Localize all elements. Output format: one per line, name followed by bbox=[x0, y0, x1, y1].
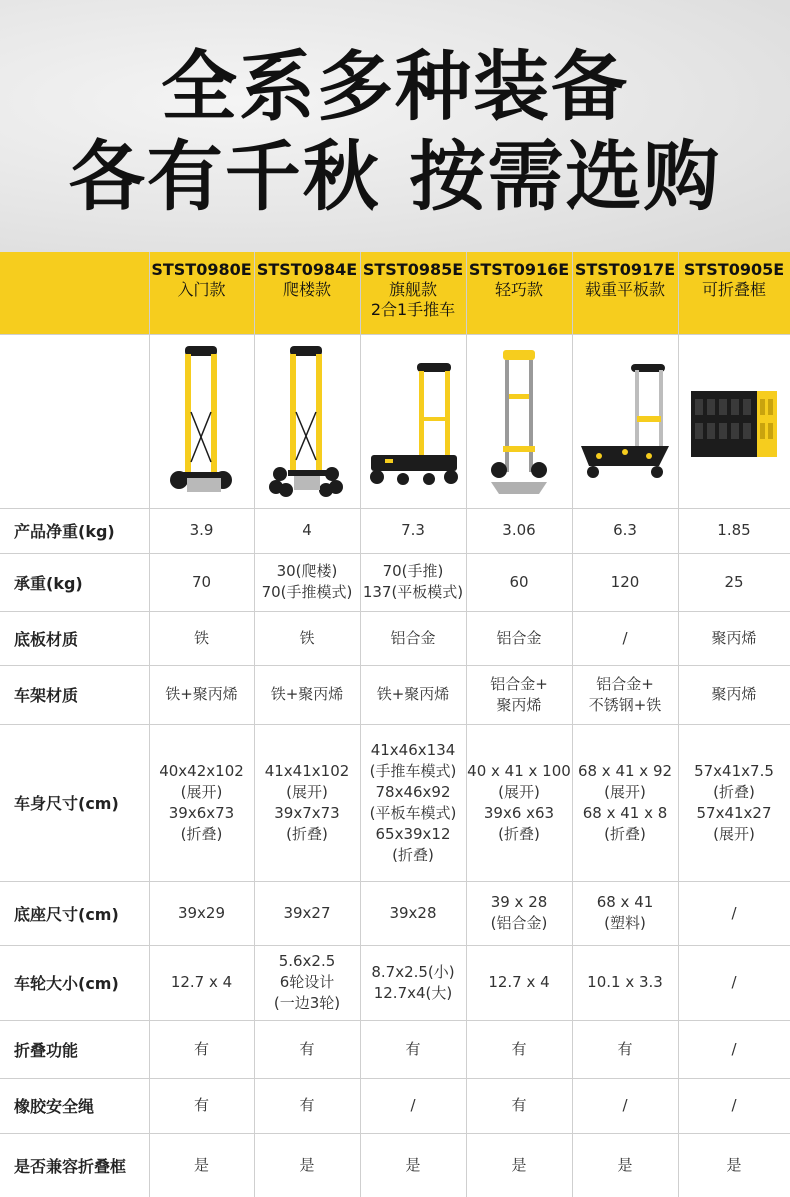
row-divider bbox=[0, 553, 790, 554]
product-type: 载重平板款 bbox=[584, 280, 665, 299]
product-header-3 bbox=[360, 252, 466, 334]
cell-text: 是 bbox=[299, 1155, 315, 1174]
cell-text: / bbox=[731, 1039, 737, 1058]
table-cell bbox=[678, 881, 790, 945]
row-divider bbox=[0, 508, 790, 509]
table-cell bbox=[149, 508, 254, 553]
cell-text: (一边3轮) bbox=[273, 994, 341, 1012]
cell-text: 有 bbox=[511, 1039, 527, 1058]
cell-text: 68 x 41 bbox=[596, 893, 654, 911]
table-cell bbox=[466, 724, 572, 881]
row-label: 承重(kg) bbox=[14, 573, 83, 593]
row-label: 底座尺寸(cm) bbox=[14, 904, 119, 924]
cell-text: 8.7x2.5(小) bbox=[371, 962, 455, 981]
product-header-2 bbox=[254, 252, 360, 334]
cell-text: / bbox=[622, 1096, 628, 1114]
table-cell bbox=[572, 1020, 678, 1078]
product-header-4 bbox=[466, 252, 572, 334]
table-cell bbox=[149, 945, 254, 1020]
row-divider bbox=[0, 945, 790, 946]
table-cell bbox=[466, 881, 572, 945]
cell-text: 3.06 bbox=[502, 521, 536, 539]
cell-text: / bbox=[622, 628, 628, 647]
cell-text: 30(爬楼) bbox=[276, 562, 338, 580]
row-label: 车轮大小(cm) bbox=[14, 974, 119, 993]
cell-text: (折叠) bbox=[498, 824, 540, 843]
aluminum-hand-truck-image bbox=[466, 336, 572, 508]
table-cell bbox=[678, 1133, 790, 1197]
product-model: STST0917E bbox=[574, 260, 676, 279]
row-divider bbox=[0, 881, 790, 882]
product-model: STST0916E bbox=[468, 260, 570, 279]
row-divider bbox=[0, 665, 790, 666]
row-label: 是否兼容折叠框 bbox=[14, 1156, 127, 1176]
table-cell bbox=[149, 881, 254, 945]
table-cell bbox=[360, 945, 466, 1020]
cell-text: 铝合金+ bbox=[490, 674, 548, 693]
row-label: 车架材质 bbox=[14, 686, 79, 705]
table-cell bbox=[149, 665, 254, 724]
table-cell bbox=[254, 1133, 360, 1197]
cell-text: 39x29 bbox=[177, 903, 226, 922]
table-cell bbox=[360, 553, 466, 611]
cell-text: / bbox=[731, 1096, 737, 1114]
cell-text: 39x27 bbox=[283, 903, 331, 922]
table-cell bbox=[678, 611, 790, 665]
cell-text: (铝合金) bbox=[490, 914, 548, 932]
cell-text: 4 bbox=[302, 521, 312, 539]
cell-text: 3.9 bbox=[189, 521, 214, 539]
product-header-5 bbox=[572, 252, 678, 334]
table-cell bbox=[149, 553, 254, 611]
hand-truck-image bbox=[149, 336, 254, 508]
cell-text: 铝合金 bbox=[390, 628, 436, 647]
table-cell bbox=[466, 945, 572, 1020]
table-cell bbox=[360, 508, 466, 553]
table-cell bbox=[466, 1020, 572, 1078]
table-cell bbox=[572, 881, 678, 945]
cell-text: 39 x 28 bbox=[490, 893, 548, 911]
cell-text: (塑料) bbox=[604, 914, 646, 932]
hero-banner bbox=[0, 0, 790, 252]
cell-text: 有 bbox=[511, 1096, 527, 1114]
cell-text: / bbox=[731, 903, 737, 922]
cell-text: (折叠) bbox=[180, 824, 223, 843]
cell-text: 41x46x134 bbox=[370, 740, 456, 759]
cell-text: 铁+聚丙烯 bbox=[270, 685, 344, 703]
folding-crate-image bbox=[678, 336, 790, 508]
row-divider bbox=[0, 724, 790, 725]
cell-text: 25 bbox=[724, 572, 744, 591]
table-cell bbox=[572, 1078, 678, 1133]
cell-text: (展开) bbox=[713, 824, 755, 843]
cell-text: 是 bbox=[405, 1155, 421, 1174]
cell-text: / bbox=[410, 1096, 416, 1114]
cell-text: 12.7x4(大) bbox=[373, 983, 453, 1002]
cell-text: 聚丙烯 bbox=[711, 628, 757, 647]
row-divider bbox=[0, 1078, 790, 1079]
cell-text: 41x41x102 bbox=[264, 761, 350, 780]
table-cell bbox=[678, 553, 790, 611]
cell-text: 70 bbox=[191, 572, 212, 591]
cell-text: 68 x 41 x 92 bbox=[577, 761, 673, 780]
table-cell bbox=[466, 553, 572, 611]
cell-text: 铁+聚丙烯 bbox=[376, 685, 450, 703]
cell-text: (展开) bbox=[604, 782, 646, 801]
product-model: STST0984E bbox=[256, 260, 358, 279]
cell-text: 铁 bbox=[299, 628, 315, 647]
cell-text: 12.7 x 4 bbox=[170, 973, 233, 991]
row-label: 底板材质 bbox=[14, 629, 79, 649]
table-cell bbox=[572, 945, 678, 1020]
table-cell bbox=[254, 1020, 360, 1078]
cell-text: 40x42x102 bbox=[159, 761, 244, 780]
table-cell bbox=[254, 665, 360, 724]
cell-text: 6轮设计 bbox=[279, 973, 335, 991]
table-cell bbox=[149, 611, 254, 665]
cell-text: (展开) bbox=[286, 782, 328, 801]
table-cell bbox=[360, 724, 466, 881]
cell-text: 铁+聚丙烯 bbox=[165, 685, 238, 703]
cell-text: 不锈钢+铁 bbox=[588, 695, 662, 714]
product-header-6 bbox=[678, 252, 790, 334]
row-label: 车身尺寸(cm) bbox=[14, 794, 119, 813]
table-cell bbox=[254, 945, 360, 1020]
cell-text: (手推车模式) bbox=[369, 761, 457, 780]
cell-text: 120 bbox=[610, 572, 640, 591]
table-cell bbox=[254, 508, 360, 553]
stair-climber-image bbox=[254, 336, 360, 508]
table-cell bbox=[360, 1078, 466, 1133]
cell-text: 10.1 x 3.3 bbox=[587, 973, 663, 991]
cell-text: 聚丙烯 bbox=[496, 695, 542, 714]
product-type: 可折叠框 bbox=[701, 280, 766, 299]
product-type: 2合1手推车 bbox=[370, 300, 456, 319]
table-cell bbox=[678, 724, 790, 881]
table-cell bbox=[466, 665, 572, 724]
cell-text: 1.85 bbox=[717, 521, 751, 539]
hero-title-line1: 全系多种装备 bbox=[161, 42, 629, 131]
cell-text: 57x41x27 bbox=[696, 803, 772, 822]
table-cell bbox=[466, 611, 572, 665]
table-cell bbox=[678, 1020, 790, 1078]
cell-text: 70(手推模式) bbox=[261, 583, 353, 601]
product-model: STST0980E bbox=[151, 260, 252, 279]
row-divider bbox=[0, 334, 790, 335]
table-cell bbox=[572, 1133, 678, 1197]
table-cell bbox=[572, 611, 678, 665]
cell-text: 68 x 41 x 8 bbox=[582, 803, 668, 822]
cell-text: (展开) bbox=[498, 782, 540, 801]
cell-text: 是 bbox=[193, 1155, 209, 1174]
cell-text: 是 bbox=[617, 1155, 633, 1174]
cell-text: 65x39x12 bbox=[375, 824, 451, 843]
table-cell bbox=[149, 1020, 254, 1078]
cell-text: (折叠) bbox=[604, 824, 646, 843]
cell-text: 5.6x2.5 bbox=[278, 952, 336, 970]
table-cell bbox=[149, 724, 254, 881]
label-header bbox=[0, 252, 149, 334]
cell-text: 有 bbox=[617, 1039, 633, 1058]
table-cell bbox=[572, 665, 678, 724]
cell-text: 40 x 41 x 100 bbox=[467, 761, 571, 780]
cell-text: 12.7 x 4 bbox=[488, 973, 550, 991]
cell-text: 39x6x73 bbox=[168, 803, 235, 822]
table-cell bbox=[466, 1078, 572, 1133]
table-cell bbox=[254, 724, 360, 881]
product-model: STST0985E bbox=[362, 260, 464, 279]
cell-text: (平板车模式) bbox=[369, 803, 457, 822]
row-divider bbox=[0, 1133, 790, 1134]
cell-text: / bbox=[731, 973, 737, 991]
table-cell bbox=[572, 508, 678, 553]
table-cell bbox=[466, 1133, 572, 1197]
hero-title-line2: 各有千秋 按需选购 bbox=[68, 132, 722, 221]
table-cell bbox=[360, 1133, 466, 1197]
table-cell bbox=[149, 1078, 254, 1133]
cell-text: 是 bbox=[726, 1155, 742, 1174]
table-cell bbox=[254, 881, 360, 945]
cell-text: 聚丙烯 bbox=[711, 685, 757, 703]
cell-text: 6.3 bbox=[613, 521, 637, 539]
cell-text: 铁 bbox=[193, 628, 209, 647]
cell-text: 是 bbox=[511, 1155, 527, 1174]
product-model: STST0905E bbox=[683, 260, 785, 279]
product-header-1 bbox=[149, 252, 254, 334]
cell-text: (折叠) bbox=[392, 845, 434, 864]
cell-text: 有 bbox=[299, 1096, 315, 1114]
table-cell bbox=[360, 1020, 466, 1078]
row-label: 产品净重(kg) bbox=[14, 522, 115, 541]
table-cell bbox=[254, 611, 360, 665]
cell-text: 7.3 bbox=[401, 521, 425, 539]
product-type: 爬楼款 bbox=[282, 280, 331, 299]
table-cell bbox=[149, 1133, 254, 1197]
table-cell bbox=[360, 665, 466, 724]
table-cell bbox=[254, 553, 360, 611]
product-type: 入门款 bbox=[177, 280, 226, 299]
product-type: 旗舰款 bbox=[388, 280, 437, 299]
row-divider bbox=[0, 611, 790, 612]
cell-text: 铝合金+ bbox=[596, 674, 654, 693]
table-cell bbox=[572, 553, 678, 611]
cell-text: 有 bbox=[193, 1096, 209, 1114]
cell-text: 有 bbox=[405, 1039, 421, 1058]
cell-text: 有 bbox=[193, 1039, 209, 1058]
cell-text: 铝合金 bbox=[496, 628, 542, 647]
cell-text: 39x6 x63 bbox=[483, 803, 555, 822]
cell-text: 70(手推) bbox=[382, 562, 444, 580]
row-label: 折叠功能 bbox=[14, 1040, 79, 1060]
table-cell bbox=[678, 508, 790, 553]
table-cell bbox=[360, 611, 466, 665]
cell-text: 39x7x73 bbox=[274, 803, 340, 822]
row-divider bbox=[0, 1020, 790, 1021]
table-cell bbox=[572, 724, 678, 881]
cell-text: 78x46x92 bbox=[375, 782, 451, 801]
convertible-cart-image bbox=[360, 336, 466, 508]
cell-text: 39x28 bbox=[389, 903, 437, 922]
cell-text: 137(平板模式) bbox=[362, 583, 464, 601]
product-type: 轻巧款 bbox=[494, 280, 543, 299]
table-cell bbox=[678, 665, 790, 724]
row-label: 橡胶安全绳 bbox=[14, 1097, 95, 1116]
table-cell bbox=[254, 1078, 360, 1133]
cell-text: 57x41x7.5 bbox=[694, 761, 774, 780]
cell-text: (展开) bbox=[180, 782, 223, 801]
table-cell bbox=[466, 508, 572, 553]
cell-text: 有 bbox=[299, 1039, 315, 1058]
table-cell bbox=[678, 1078, 790, 1133]
table-cell bbox=[360, 881, 466, 945]
cell-text: (折叠) bbox=[713, 782, 755, 801]
cell-text: (折叠) bbox=[286, 824, 328, 843]
cell-text: 60 bbox=[509, 572, 529, 591]
platform-cart-image bbox=[572, 336, 678, 508]
table-cell bbox=[678, 945, 790, 1020]
